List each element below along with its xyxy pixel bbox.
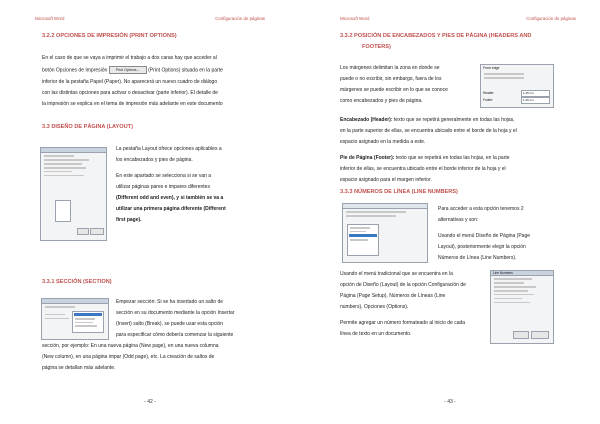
s331-line-7: página se detallan más adelante.	[42, 365, 116, 371]
s322-line-2: botón Opciones de Impresión Print Options... (Print Options) situada en la parte	[42, 67, 223, 74]
s331-line-5: sección, por ejemplo: En una nueva página (New page), en una nueva columna	[42, 343, 219, 349]
layout-dialog-screenshot	[40, 147, 107, 241]
s331-line-2: sección en su documento mediante la opción Insertar	[116, 310, 235, 316]
s33-p2-line-3: (Different odd and even), y si también se va a	[116, 195, 224, 201]
print-options-button[interactable]: Print Options...	[109, 66, 147, 74]
s331-line-4: para especificar cómo debería comenzar la siguiente	[116, 332, 234, 338]
cancel-button[interactable]	[90, 228, 104, 235]
pie-line-2: inferior de ellas, se encuentra ubicado entre el borde inferior de la hoja y el	[340, 166, 506, 172]
s33-p2-line-4: utilizar una primera página diferente (Different	[116, 206, 226, 212]
s33-p1-line-1: La pestaña Layout ofrece opciones aplicables a	[116, 146, 222, 152]
section-3-3-2-title-line-2: FOOTERS)	[362, 44, 391, 50]
s333-p3-line-4: numbers), Opciones (Options).	[340, 304, 409, 310]
section-start-dropdown-list[interactable]	[72, 311, 104, 333]
section-start-screenshot	[41, 298, 109, 340]
s333-p1-line-1: Para acceder a esta opción tenemos 2	[438, 206, 524, 212]
s322-line-1: En el caso de que se vaya a imprimir el trabajo a dos caras hay que acceder al	[42, 55, 217, 61]
running-header-left: Microsoft Word	[340, 16, 370, 21]
footer-distance-input[interactable]: 1.25 cm	[521, 97, 550, 104]
s331-line-1: Empezar sección: Si se ha insertado un salto de	[116, 299, 224, 305]
s33-p2-line-2: utilizar páginas pares e impares diferentes	[116, 184, 210, 190]
running-header-right: Configuración de páginas	[215, 16, 265, 21]
headers-footers-screenshot: From edge Header: Footer: 1.25 cm 1.25 cm	[480, 64, 554, 108]
s33-p2-line-5: first page).	[116, 217, 142, 223]
s332-line-1: Los márgenes delimitan la zona en donde se	[340, 65, 440, 71]
cancel-button[interactable]	[531, 331, 549, 339]
s333-p2-line-1: Usando el menú Diseño de Página (Page	[438, 233, 531, 239]
s333-p1-line-2: alternativas y son:	[438, 217, 479, 223]
section-3-3-title: 3.3 DISEÑO DE PÁGINA (LAYOUT)	[42, 124, 133, 130]
s333-p2-line-3: Números de Línea (Line Numbers).	[438, 255, 517, 261]
s333-p3-line-1: Usando el menú tradicional que se encuentra en la	[340, 271, 453, 277]
s322-line-5: la impresión se explica en el tema de impresión más adelante en este documento	[42, 101, 223, 107]
section-3-3-2-title-line-1: 3.3.2 POSICIÓN DE ENCABEZADOS Y PIES DE PÁGINA (HEADERS AND	[340, 33, 532, 39]
page-number: - 43 -	[444, 399, 456, 405]
s333-p4-line-1: Permite agregar un número formateado al inicio de cada	[340, 320, 466, 326]
header-distance-input[interactable]: 1.25 cm	[521, 90, 550, 97]
page-layout-ribbon-screenshot	[342, 203, 428, 263]
s33-p2-line-1: En este apartado se selecciona si se van a	[116, 173, 212, 179]
right-page	[300, 0, 600, 424]
pie-line-3: espacio asignado para el margen inferior.	[340, 177, 432, 183]
ok-button[interactable]	[77, 228, 89, 235]
ok-button[interactable]	[513, 331, 529, 339]
s322-line-3: inferior de la pestaña Papel (Paper). No aparecerá un nuevo cuadro de diálogo	[42, 79, 218, 85]
encabezado-line-3: espacio asignado en la medida a este.	[340, 139, 426, 145]
section-3-3-3-title: 3.3.3 NÚMEROS DE LÍNEA (LINE NUMBERS)	[340, 189, 458, 195]
s333-p2-line-2: Layout), posteriormente elegir la opción	[438, 244, 526, 250]
s332-line-2: puede o no escribir, sin embargo, fuera de los	[340, 76, 442, 82]
preview-page-icon	[55, 200, 71, 222]
section-3-2-2-title: 3.2.2 OPCIONES DE IMPRESIÓN (PRINT OPTIONS)	[42, 33, 177, 39]
encabezado-line-1: Encabezado (Header): texto que se repetirá generalmente en todas las hojas,	[340, 117, 515, 123]
s331-line-6: (New column), en una página impar (Odd page), etc. La creación de saltos de	[42, 354, 215, 360]
s33-p1-line-2: los encabezados y pies de página.	[116, 157, 193, 163]
page-number: - 42 -	[144, 399, 156, 405]
s331-line-3: (Insert) salto (Break), se puede usar esta opción	[116, 321, 223, 327]
line-numbers-dialog-screenshot: Line Numbers	[490, 270, 554, 344]
s333-p3-line-3: Página (Page Setup), Números de Líneas (Line	[340, 293, 446, 299]
encabezado-line-2: en la parte superior de ellas, se encuentra ubicado entre el borde de la hoja y el	[340, 128, 517, 134]
s333-p4-line-2: línea de texto en un documento.	[340, 331, 412, 337]
pie-line-1: Pie de Página (Footer): texto que se repetirá en todas las hojas, en la parte	[340, 155, 510, 161]
s332-line-3: márgenes se puede escribir en lo que se conoce	[340, 87, 448, 93]
s332-line-4: como encabezados y pies de página.	[340, 98, 423, 104]
s333-p3-line-2: opción de Diseño (Layout) de la opción Configuración de	[340, 282, 466, 288]
s322-line-4: con las distintas opciones para activar o desactivar (parte inferior). El detalle de	[42, 90, 218, 96]
running-header-right: Configuración de páginas	[526, 16, 576, 21]
running-header-left: Microsoft Word	[35, 16, 65, 21]
section-3-3-1-title: 3.3.1 SECCIÓN (SECTION)	[42, 279, 112, 285]
